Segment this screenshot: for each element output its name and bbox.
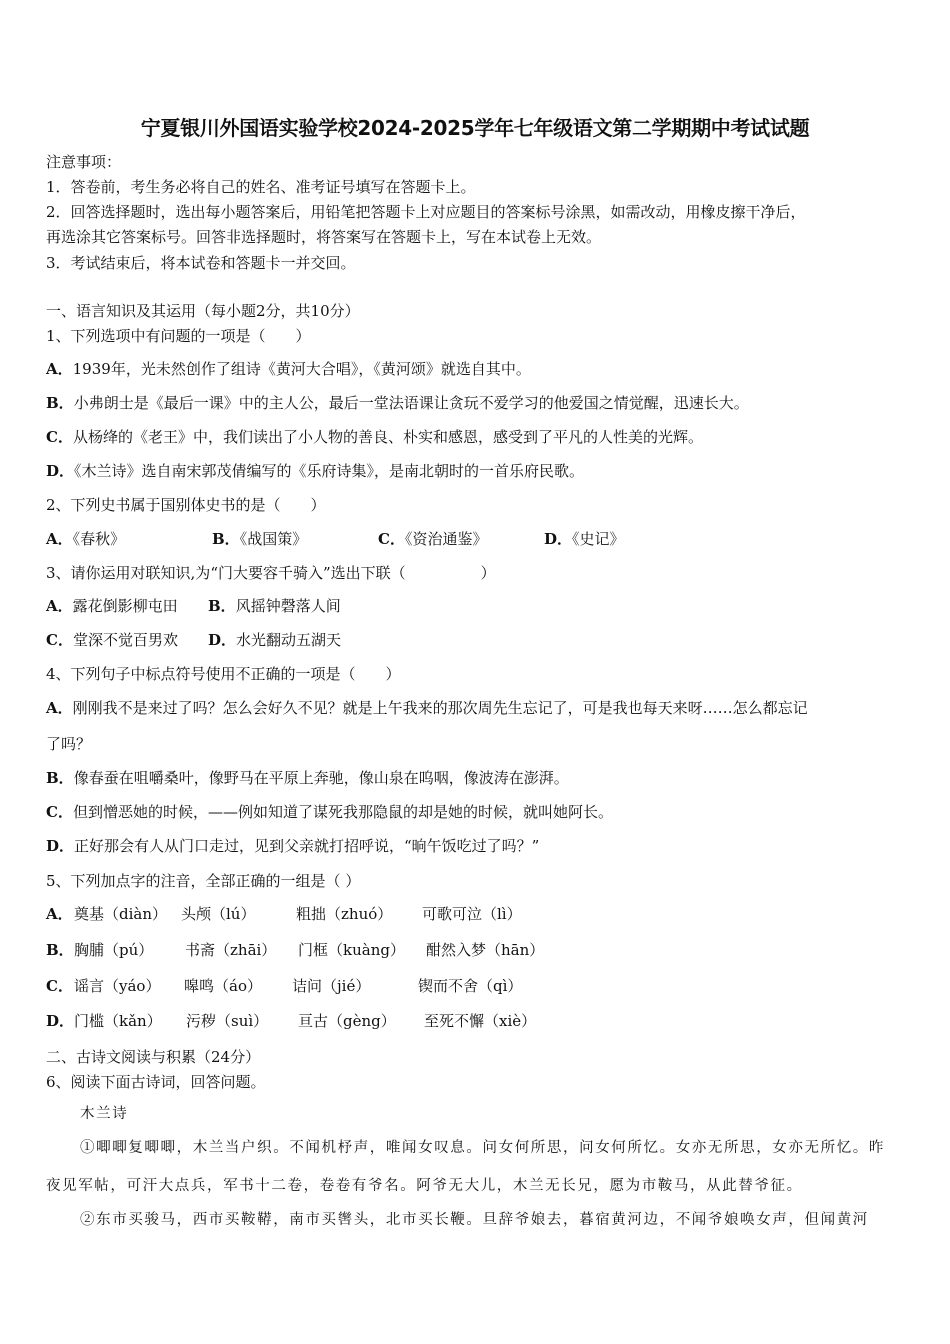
notice-item-3: 3．考试结束后，将本试卷和答题卡一并交回。 — [46, 254, 356, 272]
q5-option-c-label: C． — [46, 977, 73, 995]
q5-option-b-word-4: 酣然入梦（hān） — [426, 941, 545, 959]
option-text: 《春秋》 — [72, 530, 126, 548]
option-text: 1939年，光未然创作了组诗《黄河大合唱》，《黄河颂》就选自其中。 — [72, 360, 531, 378]
q5-option-a-label: A． — [46, 905, 73, 923]
option-label: B． — [212, 530, 240, 548]
q5-option-b-word-2: 书斋（zhāi） — [185, 941, 277, 959]
notice-item-2: 2．回答选择题时，选出每小题答案后，用铅笔把答题卡上对应题目的答案标号涂黑，如需改动，用橡皮擦干净后， — [46, 203, 806, 221]
option-label: A． — [46, 360, 73, 378]
q5-stem: 5、下列加点字的注音，全部正确的一组是（ ） — [46, 872, 361, 890]
option-text: 《资治通鉴》 — [404, 530, 488, 548]
q1-option-d — [46, 461, 584, 481]
poem-paragraph-2: ②东市买骏马，西市买鞍鞯，南市买辔头，北市买长鞭。旦辞爷娘去，暮宿黄河边，不闻爷娘唤女声，但闻黄河 — [80, 1212, 869, 1228]
q3-option-b — [208, 596, 341, 616]
poem-paragraph-1: ①唧唧复唧唧，木兰当户织。不闻机杼声，唯闻女叹息。问女何所思，问女何所忆。女亦无所思，女亦无所忆。昨 — [80, 1140, 885, 1156]
q5-option-d-word-3: 亘古（gèng） — [298, 1012, 396, 1030]
option-label: C． — [46, 428, 73, 446]
section-2-heading: 二、古诗文阅读与积累（24分） — [46, 1048, 261, 1066]
q3-stem: 3、请你运用对联知识,为“门大要容千骑入”选出下联（ ） — [46, 564, 496, 582]
option-label: A． — [46, 530, 73, 548]
q4-option-d — [46, 836, 539, 856]
poem-paragraph-1-cont: 夜见军帖，可汗大点兵，军书十二卷，卷卷有爷名。阿爷无大儿，木兰无长兄，愿为市鞍马，从此替爷征。 — [46, 1178, 803, 1194]
q2-option-c — [378, 529, 487, 549]
q5-option-b-word-3: 门框（kuàng） — [298, 941, 405, 959]
q5-option-b-word-1: 胸脯（pú） — [74, 941, 154, 959]
q6-stem: 6、阅读下面古诗词，回答问题。 — [46, 1073, 266, 1091]
q5-option-c-word-4: 锲而不舍（qì） — [418, 977, 523, 995]
option-label: D． — [46, 837, 75, 855]
q5-option-b-label: B． — [46, 941, 74, 959]
q1-stem: 1、下列选项中有问题的一项是（ ） — [46, 327, 311, 345]
q1-option-c — [46, 427, 703, 447]
q5-option-d-word-2: 污秽（suì） — [186, 1012, 269, 1030]
option-label: C． — [378, 530, 405, 548]
notice-heading: 注意事项： — [46, 153, 122, 171]
section-1-heading: 一、语言知识及其运用（每小题2分，共10分） — [46, 302, 360, 320]
q4-option-b — [46, 768, 569, 788]
option-text: 水光翻动五湖天 — [236, 631, 342, 649]
q3-option-a — [46, 596, 178, 616]
q5-option-a-word-1: 奠基（diàn） — [74, 905, 168, 923]
option-label: B． — [46, 769, 74, 787]
option-label: A． — [46, 597, 73, 615]
option-text: 正好那会有人从门口走过，见到父亲就打招呼说，“晌午饭吃过了吗？” — [74, 837, 540, 855]
q5-option-d-word-1: 门槛（kǎn） — [74, 1012, 162, 1030]
q5-option-d-word-4: 至死不懈（xiè） — [424, 1012, 537, 1030]
option-label: C． — [46, 631, 73, 649]
q5-option-a-word-2: 头颅（lú） — [181, 905, 256, 923]
option-text: 露花倒影柳屯田 — [72, 597, 178, 615]
q5-option-a-word-3: 粗拙（zhuó） — [296, 905, 393, 923]
q2-option-d — [544, 529, 625, 549]
option-label: A． — [46, 699, 73, 717]
option-label: C． — [46, 803, 73, 821]
q5-option-c-word-1: 谣言（yáo） — [74, 977, 161, 995]
notice-item-2-cont: 再选涂其它答案标号。回答非选择题时，将答案写在答题卡上，写在本试卷上无效。 — [46, 228, 602, 246]
option-text: 风摇钟磬落人间 — [235, 597, 341, 615]
q4-option-a — [46, 698, 808, 718]
option-text: 从杨绛的《老王》中，我们读出了小人物的善良、朴实和感恩，感受到了平凡的人性美的光辉。 — [72, 428, 703, 446]
q4-option-a-cont: 了吗？ — [46, 735, 92, 753]
option-label: D． — [46, 462, 75, 480]
option-text: 小弗朗士是《最后一课》中的主人公，最后一堂法语课让贪玩不爱学习的他爱国之情觉醒，迅速长大。 — [73, 394, 749, 412]
option-text: 但到憎恶她的时候，——例如知道了谋死我那隐鼠的却是她的时候，就叫她阿长。 — [72, 803, 613, 821]
q2-option-b — [212, 529, 307, 549]
q3-option-c — [46, 630, 178, 650]
option-label: B． — [208, 597, 236, 615]
notice-item-1: 1．答卷前，考生务必将自己的姓名、准考证号填写在答题卡上。 — [46, 178, 476, 196]
option-text: 《战国策》 — [239, 530, 308, 548]
q1-option-b — [46, 393, 749, 413]
option-label: D． — [208, 631, 237, 649]
option-text: 堂深不觉百男欢 — [72, 631, 178, 649]
option-text: 《史记》 — [572, 530, 625, 548]
q5-option-c-word-2: 嗥鸣（áo） — [184, 977, 262, 995]
q4-option-c — [46, 802, 613, 822]
exam-title: 宁夏银川外国语实验学校2024-2025学年七年级语文第二学期期中考试试题 — [140, 116, 810, 140]
q3-option-d — [208, 630, 341, 650]
q2-stem: 2、下列史书属于国别体史书的是（ ） — [46, 496, 326, 514]
q2-option-a — [46, 529, 125, 549]
q5-option-c-word-3: 诘问（jié） — [292, 977, 371, 995]
q5-option-a-word-4: 可歌可泣（lì） — [422, 905, 522, 923]
option-text: 《木兰诗》选自南宋郭茂倩编写的《乐府诗集》，是南北朝时的一首乐府民歌。 — [74, 462, 585, 480]
poem-title: 木兰诗 — [80, 1106, 129, 1122]
option-text: 像春蚕在咀嚼桑叶，像野马在平原上奔驰，像山泉在呜咽，像波涛在澎湃。 — [73, 769, 569, 787]
q5-option-d-label: D． — [46, 1012, 75, 1030]
option-label: B． — [46, 394, 74, 412]
q4-stem: 4、下列句子中标点符号使用不正确的一项是（ ） — [46, 665, 401, 683]
option-label: D． — [544, 530, 573, 548]
q1-option-a — [46, 359, 531, 379]
option-text: 刚刚我不是来过了吗？怎么会好久不见？就是上午我来的那次周先生忘记了，可是我也每天来呀……怎么都忘记 — [72, 699, 808, 717]
